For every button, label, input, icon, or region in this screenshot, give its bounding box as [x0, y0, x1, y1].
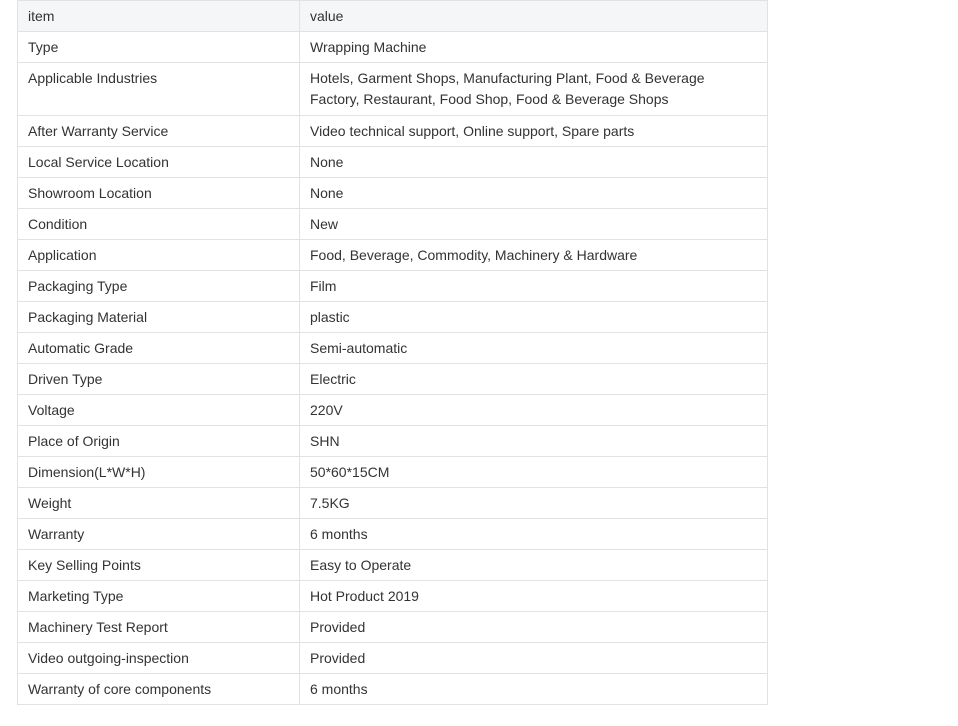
- table-row: [18, 178, 768, 209]
- row-value-cell: Hot Product 2019: [300, 581, 768, 612]
- table-row: [18, 457, 768, 488]
- row-item-cell: Condition: [18, 209, 300, 240]
- row-item-cell: Driven Type: [18, 364, 300, 395]
- table-row: [18, 302, 768, 333]
- table-row: [18, 426, 768, 457]
- table-row: [18, 333, 768, 364]
- row-item-cell: After Warranty Service: [18, 116, 300, 147]
- row-item-cell: Dimension(L*W*H): [18, 457, 300, 488]
- row-value-cell: Wrapping Machine: [300, 32, 768, 63]
- row-value-cell: plastic: [300, 302, 768, 333]
- table-row: [18, 209, 768, 240]
- row-value-cell: 7.5KG: [300, 488, 768, 519]
- row-item-cell: Packaging Material: [18, 302, 300, 333]
- row-item-cell: Local Service Location: [18, 147, 300, 178]
- row-item-cell: Showroom Location: [18, 178, 300, 209]
- row-item-cell: Packaging Type: [18, 271, 300, 302]
- row-value-cell: Hotels, Garment Shops, Manufacturing Plant, Food & Beverage Factory, Restaurant, Food Shop, Food & Beverage Shops: [300, 63, 768, 116]
- row-value-cell: Provided: [300, 643, 768, 674]
- table-row: [18, 32, 768, 63]
- row-value-cell: Electric: [300, 364, 768, 395]
- row-item-cell: Place of Origin: [18, 426, 300, 457]
- table-row: [18, 364, 768, 395]
- row-value-cell: Semi-automatic: [300, 333, 768, 364]
- row-value-cell: 6 months: [300, 519, 768, 550]
- row-value-cell: Film: [300, 271, 768, 302]
- table-row: [18, 271, 768, 302]
- table-row: [18, 581, 768, 612]
- table-row: [18, 643, 768, 674]
- table-row: [18, 116, 768, 147]
- row-value-cell: Easy to Operate: [300, 550, 768, 581]
- row-item-cell: Warranty: [18, 519, 300, 550]
- table-row: [18, 674, 768, 705]
- row-item-cell: Automatic Grade: [18, 333, 300, 364]
- row-item-cell: Video outgoing-inspection: [18, 643, 300, 674]
- row-value-cell: 6 months: [300, 674, 768, 705]
- row-item-cell: Voltage: [18, 395, 300, 426]
- table-row: [18, 612, 768, 643]
- row-item-cell: Machinery Test Report: [18, 612, 300, 643]
- row-item-cell: Applicable Industries: [18, 63, 300, 116]
- row-value-cell: 220V: [300, 395, 768, 426]
- header-value-cell: value: [300, 1, 768, 32]
- row-item-cell: Application: [18, 240, 300, 271]
- row-item-cell: Marketing Type: [18, 581, 300, 612]
- row-item-cell: Warranty of core components: [18, 674, 300, 705]
- row-value-cell: SHN: [300, 426, 768, 457]
- table-row: [18, 395, 768, 426]
- row-item-cell: Weight: [18, 488, 300, 519]
- row-value-cell: 50*60*15CM: [300, 457, 768, 488]
- row-item-cell: Type: [18, 32, 300, 63]
- row-item-cell: Key Selling Points: [18, 550, 300, 581]
- table-row: [18, 550, 768, 581]
- table-row: [18, 147, 768, 178]
- table-row: [18, 488, 768, 519]
- row-value-cell: New: [300, 209, 768, 240]
- row-value-cell: Video technical support, Online support, Spare parts: [300, 116, 768, 147]
- table-row: [18, 63, 768, 116]
- table-row: [18, 240, 768, 271]
- row-value-cell: Provided: [300, 612, 768, 643]
- row-value-cell: None: [300, 178, 768, 209]
- specification-table: [17, 0, 768, 705]
- table-row: [18, 519, 768, 550]
- row-value-cell: Food, Beverage, Commodity, Machinery & Hardware: [300, 240, 768, 271]
- header-item-cell: item: [18, 1, 300, 32]
- row-value-cell: None: [300, 147, 768, 178]
- table-header-row: [18, 1, 768, 32]
